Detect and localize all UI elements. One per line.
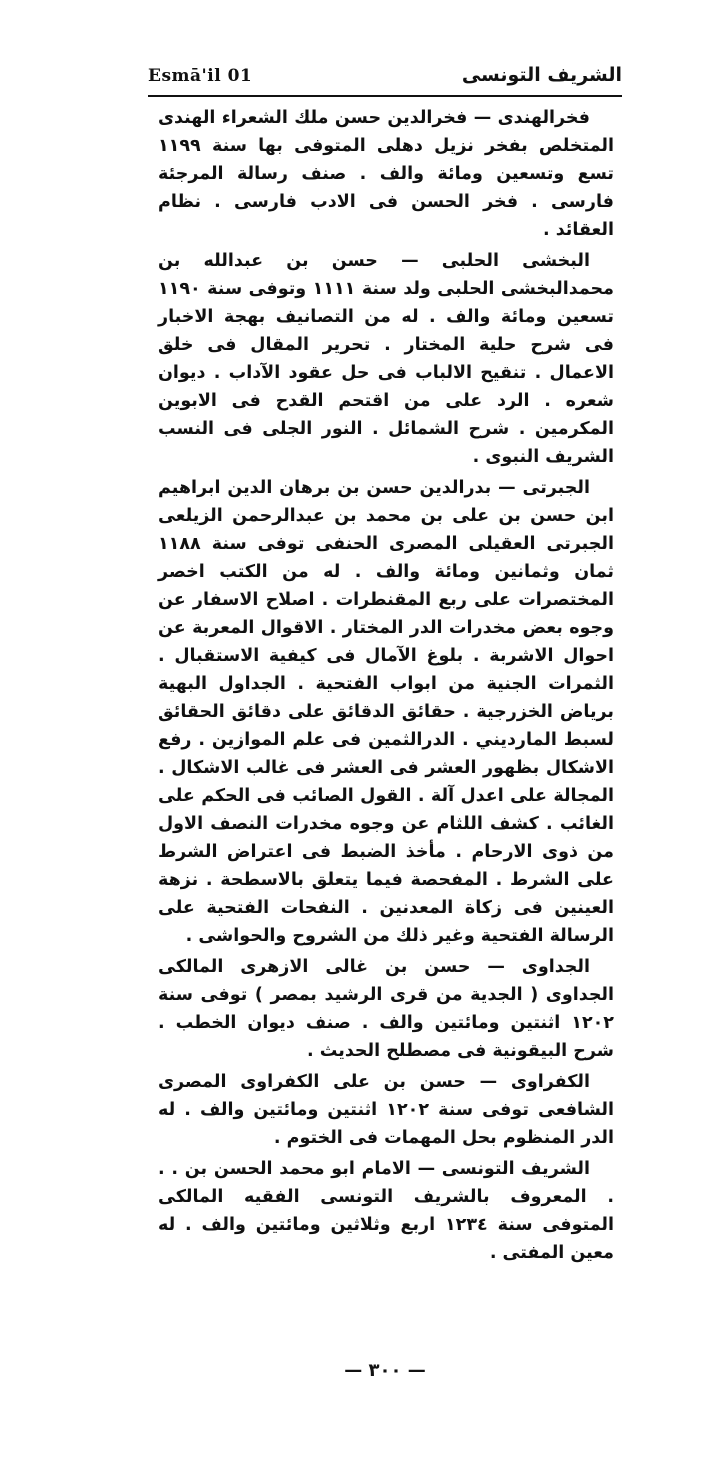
page-number: — ٣٠٠ — xyxy=(344,1360,426,1381)
header-right-title: الشريف التونسى xyxy=(461,64,622,86)
entry-paragraph: الكفراوى — حسن بن على الكفراوى المصرى الشافعى توفى سنة ١٢٠٢ اثنتين ومائتين والف . له الدر المنظوم بحل المهمات فى الختوم . xyxy=(158,1072,614,1148)
entry-paragraph: فخرالهندى — فخرالدين حسن ملك الشعراء الهندى المتخلص بفخر نزيل دهلى المتوفى بها سنة ١١٩٩ تسع وتسعين ومائة والف . صنف رسالة المرجئة فارسى . فخر الحسن فى الادب فارسى . نظام العقائد . xyxy=(158,108,614,240)
entry-paragraph: الجداوى — حسن بن غالى الازهرى المالكى الجداوى ( الجدية من قرى الرشيد بمصر ) توفى سنة ١٢٠٢ اثنتين ومائتين والف . صنف ديوان الخطب . شرح البيقونية فى مصطلح الحديث . xyxy=(158,957,614,1061)
entry-paragraph: الجبرتى — بدرالدين حسن بن برهان الدين ابراهيم ابن حسن بن على بن محمد بن عبدالرحمن الزيلعى الجبرتى العقيلى المصرى الحنفى توفى سنة ١١٨٨ ثمان وثمانين ومائة والف . له من الكتب اخصر المختصرات على ربع المقنطرات . اصلاح الاسفار عن وجوه بعض مخدرات الدر المختار . الاقوال المعربة عن احوال الاشربة . بلوغ الآمال فى كيفية الاستقبال . الثمرات الجنية من ابواب الفتحية . الجداول البهية برياض الخزرجية . حقائق الدقائق على دقائق الحقائق لسبط المارديني . الدرالثمين فى علم الموازين . رفع الاشكال بظهور العشر فى العشر فى غالب الاشكال . المجالة على اعدل آلة . القول الصائب فى الحكم على الغائب . كشف اللثام عن وجوه مخدرات النصف الاول من ذوى الارحام . مأخذ الضبط فى اعتراض الشرط على الشرط . المفحصة فيما يتعلق بالاسطحة . نزهة العينين فى زكاة المعدنين . النفحات الفتحية على الرسالة الفتحية وغير ذلك من الشروح والحواشى . xyxy=(158,478,614,946)
entry-paragraph: البخشى الحلبى — حسن بن عبدالله بن محمدالبخشى الحلبى ولد سنة ١١١١ وتوفى سنة ١١٩٠ تسعين ومائة والف . له من التصانيف بهجة الاخبار فى شرح حلية المختار . تحرير المقال فى خلق الاعمال . تنقيح الالباب فى حل عقود الآداب . ديوان شعره . الرد على من اقتحم القدح فى الابوين المكرمين . شرح الشمائل . النور الجلى فى النسب الشريف النبوى . xyxy=(158,251,614,467)
header-left-label: Esmā'il 01 xyxy=(148,66,253,86)
entry-paragraph: الشريف التونسى — الامام ابو محمد الحسن بن . . . المعروف بالشريف التونسى الفقيه المالكى المتوفى سنة ١٢٣٤ اربع وثلاثين ومائتين والف . له معين المفتى . xyxy=(158,1159,614,1263)
header-divider xyxy=(148,95,622,97)
article-body xyxy=(158,104,614,1267)
running-header xyxy=(148,64,622,90)
